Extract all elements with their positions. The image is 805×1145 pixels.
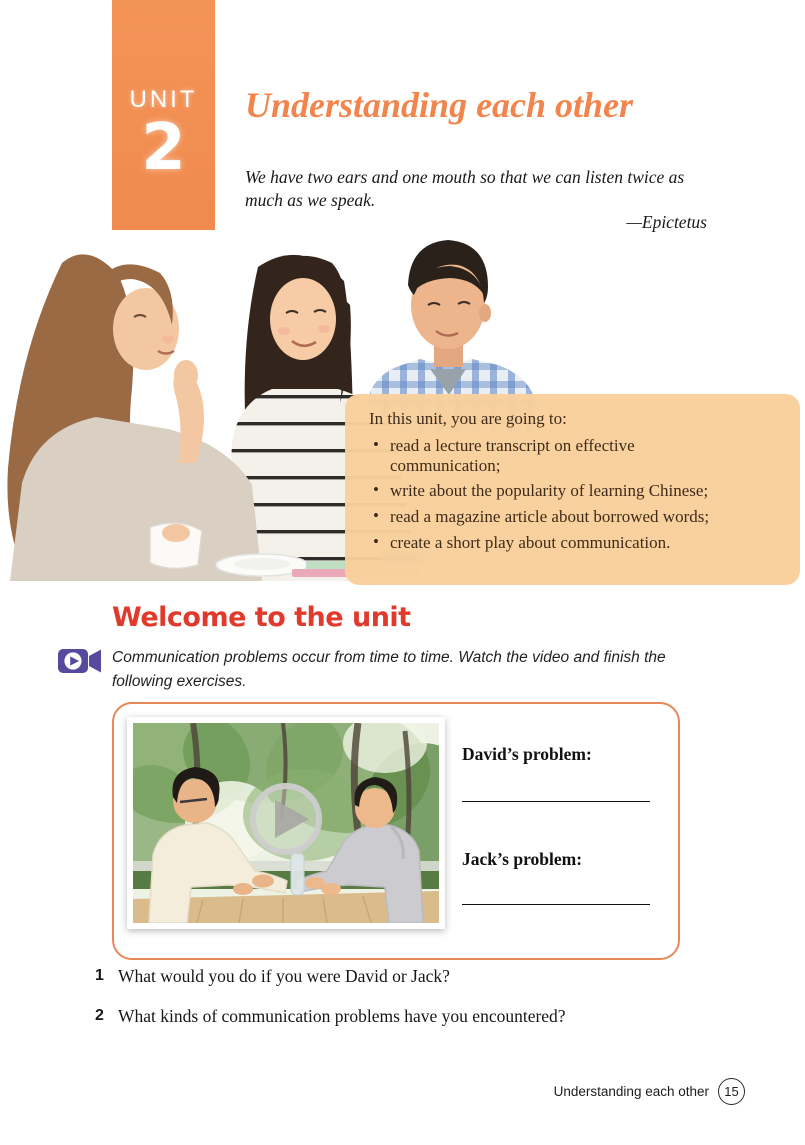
overview-intro: In this unit, you are going to: — [369, 409, 567, 428]
answer-line-david — [462, 801, 650, 802]
overview-item: • read a magazine article about borrowed words; — [369, 507, 737, 527]
question-text: What kinds of communication problems have you encountered? — [118, 1006, 566, 1026]
unit-label: UNIT — [129, 86, 198, 113]
field-label-jack: Jack’s problem: — [462, 849, 583, 869]
unit-title: Understanding each other — [245, 85, 634, 125]
quote-attribution: —Epictetus — [626, 212, 707, 232]
unit-banner — [112, 0, 215, 230]
overview-list — [369, 436, 776, 553]
video-camera-icon — [58, 646, 102, 676]
question-number: 2 — [95, 1007, 104, 1024]
video-thumbnail[interactable] — [127, 717, 445, 929]
field-label-david: David’s problem: — [462, 744, 592, 764]
unit-number: 2 — [141, 111, 186, 185]
section-heading: Welcome to the unit — [112, 602, 411, 633]
play-button-icon[interactable] — [253, 786, 319, 852]
footer-chapter-title: Understanding each other — [553, 1083, 709, 1099]
question-number: 1 — [95, 967, 104, 984]
overview-item: • write about the popularity of learning Chinese; — [369, 481, 737, 501]
page-footer — [440, 1077, 745, 1105]
answer-line-jack — [462, 904, 650, 905]
section-instruction: Communication problems occur from time to time. Watch the video and finish the following exercises. — [112, 649, 666, 691]
overview-item: • create a short play about communication. — [369, 533, 737, 553]
question-1 — [95, 966, 450, 987]
page-number-badge: 15 — [718, 1078, 745, 1105]
photo-woman-left — [7, 254, 262, 581]
question-text: What would you do if you were David or Jack? — [118, 966, 450, 986]
unit-overview-box — [345, 394, 800, 585]
question-2 — [95, 1006, 566, 1027]
overview-item: • read a lecture transcript on effective communication; — [369, 436, 737, 475]
epigraph-quote: We have two ears and one mouth so that we can listen twice as much as we speak. — [245, 167, 685, 211]
